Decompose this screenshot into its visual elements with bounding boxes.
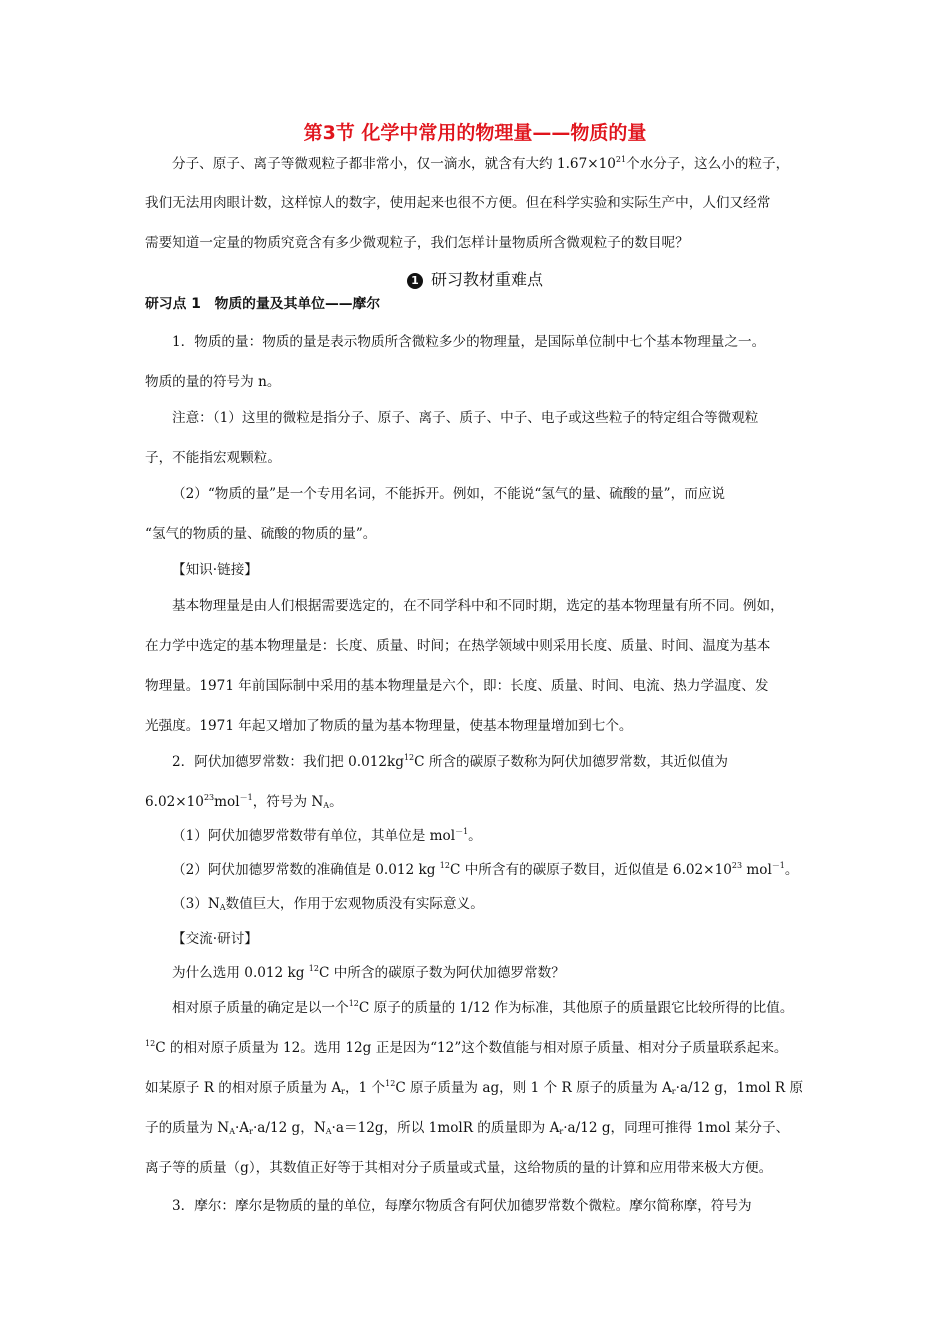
- superscript: －1: [771, 861, 785, 870]
- text: C 的相对原子质量为 12。选用 12g 正是因为“12”这个数值能与相对原子质量、相对分子质量联系起来。: [155, 1040, 788, 1056]
- text: ·a/12 g，1mol R 原: [675, 1080, 804, 1096]
- text: mol: [214, 794, 240, 810]
- discussion-heading: 【交流·研讨】: [172, 931, 258, 947]
- discussion-line-1: [172, 999, 793, 1017]
- section-number-icon: 1: [407, 273, 423, 289]
- avogadro-point-1: [172, 827, 482, 845]
- text: C 原子质量为 ag，则 1 个 R 原子的质量为 A: [395, 1080, 672, 1096]
- mole-definition-line: 3．摩尔：摩尔是物质的量的单位，每摩尔物质含有阿伏加德罗常数个微粒。摩尔简称摩，符号为: [172, 1198, 752, 1214]
- discussion-line-4: [145, 1119, 789, 1137]
- subscript: r: [341, 1087, 345, 1096]
- text: 。: [468, 828, 482, 844]
- definition-line-1: 1．物质的量：物质的量是表示物质所含微粒多少的物理量，是国际单位制中七个基本物理量之一。: [172, 334, 766, 350]
- knowledge-line-3: 物理量。1971 年前国际制中采用的基本物理量是六个，即：长度、质量、时间、电流、热力学温度、发: [145, 678, 769, 694]
- text: ·A: [234, 1120, 250, 1136]
- text: C 所含的碳原子数称为阿伏加德罗常数，其近似值为: [414, 754, 728, 770]
- text: ·a/12 g，同理可推得 1mol 某分子、: [563, 1120, 790, 1136]
- superscript: 12: [145, 1039, 156, 1048]
- text: 。: [329, 794, 343, 810]
- note-line-2: 子，不能指宏观颗粒。: [145, 450, 281, 466]
- knowledge-line-4: 光强度。1971 年起又增加了物质的量为基本物理量，使基本物理量增加到七个。: [145, 718, 633, 734]
- section-label: 研习教材重难点: [430, 270, 543, 289]
- avogadro-point-2: [172, 861, 799, 879]
- superscript: －1: [455, 827, 469, 836]
- superscript: 12: [308, 964, 319, 973]
- knowledge-link-heading: 【知识·链接】: [172, 562, 258, 578]
- text: 2．阿伏加德罗常数：我们把 0.012kg: [172, 754, 404, 770]
- avogadro-line-1: [172, 753, 728, 771]
- text: 为什么选用 0.012 kg: [172, 965, 309, 981]
- text: （1）阿伏加德罗常数带有单位，其单位是 mol: [172, 828, 456, 844]
- text: ·a＝12g，所以 1molR 的质量即为 A: [331, 1120, 560, 1136]
- text: ，1 个: [344, 1080, 386, 1096]
- text: 相对原子质量的确定是以一个: [172, 1000, 349, 1016]
- discussion-line-2: [145, 1039, 788, 1057]
- section-heading: [0, 267, 950, 290]
- text: （3）N: [172, 896, 220, 912]
- intro-line-1: [172, 155, 789, 173]
- knowledge-line-2: 在力学中选定的基本物理量是：长度、质量、时间；在热学领域中则采用长度、质量、时间、温度为基本: [145, 638, 771, 654]
- text: C 中所含的碳原子数为阿伏加德罗常数？: [318, 965, 565, 981]
- superscript: 12: [439, 861, 450, 870]
- definition-line-2: 物质的量的符号为 n。: [145, 374, 281, 390]
- text: 子的质量为 N: [145, 1120, 230, 1136]
- study-point-heading: 研习点 1 物质的量及其单位——摩尔: [145, 296, 381, 312]
- subscript: A: [323, 801, 330, 810]
- subscript: r: [249, 1127, 253, 1136]
- text: （2）阿伏加德罗常数的准确值是 0.012 kg: [172, 862, 440, 878]
- text: mol: [742, 862, 772, 878]
- subscript: A: [325, 1127, 332, 1136]
- avogadro-point-3: [172, 895, 484, 913]
- text: C 中所含有的碳原子数目，近似值是 6.02×10: [449, 862, 732, 878]
- text: 。: [784, 862, 799, 878]
- text: ，符号为 N: [252, 794, 324, 810]
- discussion-line-3: [145, 1079, 803, 1097]
- text: ·a/12 g，N: [252, 1120, 326, 1136]
- note-line-3: （2）“物质的量”是一个专用名词，不能拆开。例如，不能说“氢气的量、硫酸的量”，而应说: [172, 486, 726, 502]
- text: 个水分子，这么小的粒子，: [626, 156, 790, 172]
- subscript: A: [229, 1127, 235, 1136]
- subscript: A: [219, 903, 226, 912]
- superscript: 12: [348, 999, 359, 1008]
- superscript: 21: [615, 155, 627, 164]
- text: 如某原子 R 的相对原子质量为 A: [145, 1080, 342, 1096]
- text: C 原子的质量的 1/12 作为标准，其他原子的质量跟它比较所得的比值。: [358, 1000, 794, 1016]
- superscript: 23: [203, 793, 215, 802]
- page-title: 第3节 化学中常用的物理量——物质的量: [303, 122, 647, 144]
- text: 6.02×10: [145, 794, 204, 810]
- superscript: 23: [731, 861, 743, 870]
- superscript: －1: [239, 793, 253, 802]
- knowledge-line-1: 基本物理量是由人们根据需要选定的，在不同学科中和不同时期，选定的基本物理量有所不同。例如，: [172, 598, 784, 614]
- avogadro-line-2: [145, 793, 343, 811]
- note-line-1: 注意：（1）这里的微粒是指分子、原子、离子、质子、中子、电子或这些粒子的特定组合等微观粒: [172, 410, 759, 426]
- subscript: r: [671, 1087, 676, 1096]
- note-line-4: “氢气的物质的量、硫酸的物质的量”。: [145, 526, 377, 542]
- discussion-line-5: 离子等的质量（g），其数值正好等于其相对分子质量或式量，这给物质的量的计算和应用带来极大方便。: [145, 1160, 773, 1176]
- intro-line-2: 我们无法用肉眼计数，这样惊人的数字，使用起来也很不方便。但在科学实验和实际生产中，人们又经常: [145, 195, 771, 211]
- superscript: 12: [385, 1079, 396, 1088]
- superscript: 12: [403, 753, 415, 762]
- discussion-question: [172, 964, 565, 982]
- text: 数值巨大，作用于宏观物质没有实际意义。: [225, 896, 484, 912]
- intro-line-3: 需要知道一定量的物质究竟含有多少微观粒子，我们怎样计量物质所含微观粒子的数目呢？: [145, 235, 689, 251]
- subscript: r: [559, 1127, 564, 1136]
- text: 分子、原子、离子等微观粒子都非常小，仅一滴水，就含有大约 1.67×10: [172, 156, 616, 172]
